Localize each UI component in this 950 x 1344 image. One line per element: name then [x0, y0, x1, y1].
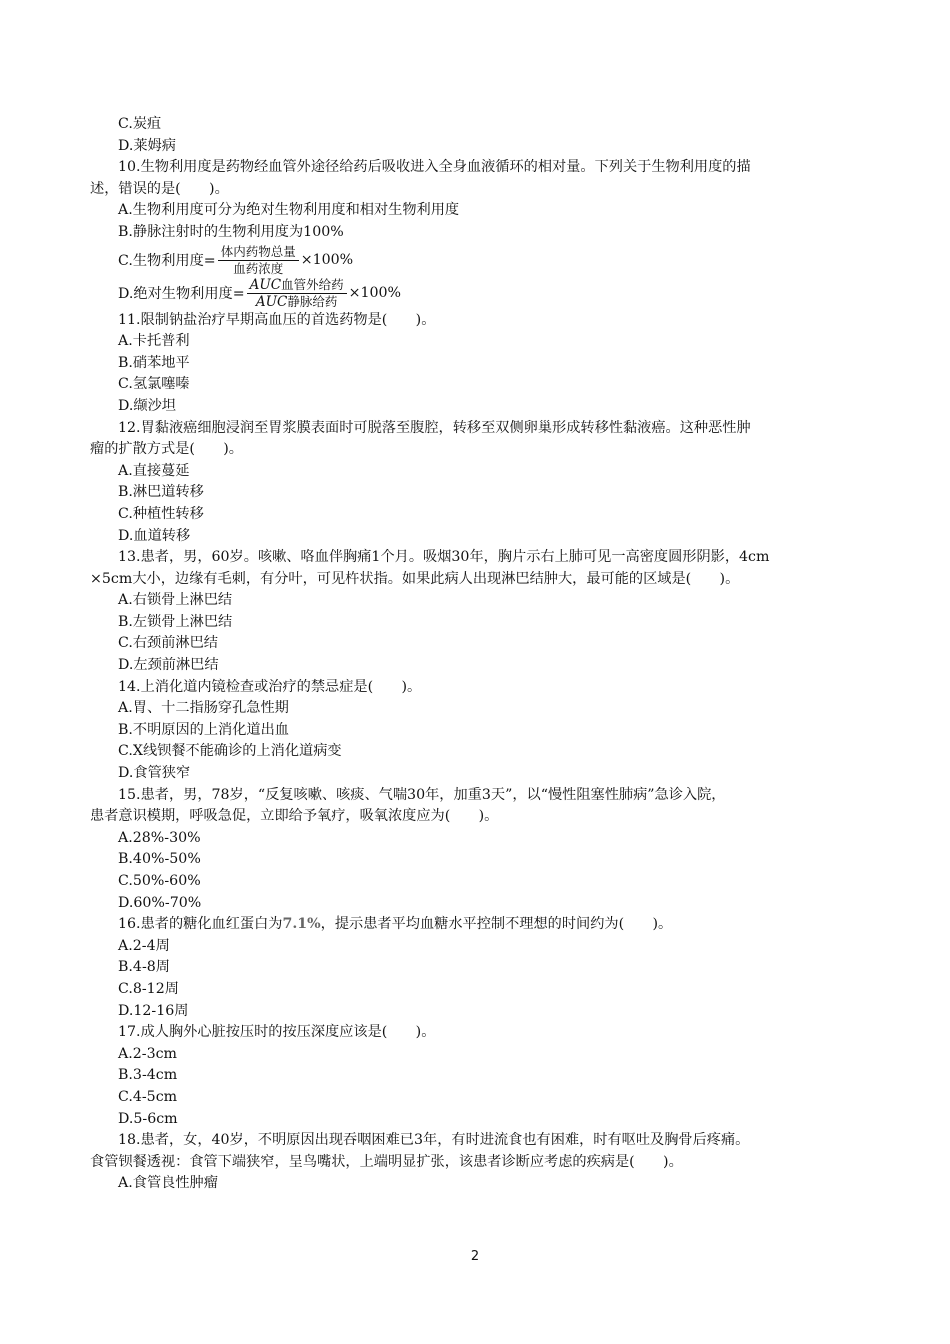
- q10-d-fraction: [247, 278, 347, 309]
- q17-option-d: D.5-6cm: [118, 1110, 178, 1127]
- q15-option-c: C.50%-60%: [118, 873, 201, 889]
- exam-content: [90, 114, 870, 1195]
- q11-option-c: C.氢氯噻嗪: [118, 376, 190, 393]
- q17-option-a: A.2-3cm: [118, 1045, 178, 1062]
- q11-stem: 11.限制钠盐治疗早期高血压的首选药物是( )。: [118, 311, 436, 328]
- q13-stem-line1: 13.患者，男，60岁。咳嗽、咯血伴胸痛1个月。吸烟30年，胸片示右上肺可见一高密度圆形阴影，4cm: [118, 549, 770, 566]
- q14-stem: 14.上消化道内镜检查或治疗的禁忌症是( )。: [118, 678, 422, 695]
- q14-option-c: C.X线钡餐不能确诊的上消化道病变: [118, 743, 342, 760]
- q10-d-prefix: D.绝对生物利用度=: [118, 286, 245, 303]
- q12-option-d: D.血道转移: [118, 527, 191, 544]
- q10-d-num-text: 血管外给药: [281, 276, 344, 292]
- q10-d-den-auc: AUC: [255, 293, 288, 310]
- q11-option-a: A.卡托普利: [118, 333, 190, 350]
- q10-d-num-auc: AUC: [249, 276, 282, 293]
- q18-stem-line1: 18.患者，女，40岁，不明原因出现吞咽困难已3年，有时进流食也有困难，时有呕吐及胸骨后疼痛。: [118, 1132, 750, 1149]
- q10-option-b: B.静脉注射时的生物利用度为100%: [118, 223, 344, 240]
- q14-option-b: B.不明原因的上消化道出血: [118, 721, 289, 738]
- q10-option-a: A.生物利用度可分为绝对生物利用度和相对生物利用度: [118, 202, 460, 219]
- q13-option-d: D.左颈前淋巴结: [118, 657, 219, 674]
- q15-stem-line1: 15.患者，男，78岁，“反复咳嗽、咳痰、气喘30年，加重3天”，以“慢性阻塞性肺病”急诊入院，: [118, 786, 726, 803]
- q18-option-a: A.食管良性肿瘤: [118, 1175, 218, 1192]
- q16-hba1c-value: 7.1%: [282, 916, 321, 933]
- q14-option-a: A.胃、十二指肠穿孔急性期: [118, 700, 289, 717]
- q16-suffix: ，提示患者平均血糖水平控制不理想的时间约为( )。: [320, 916, 673, 933]
- q14-option-d: D.食管狭窄: [118, 765, 191, 782]
- q16-prefix: 16.患者的糖化血红蛋白为: [118, 916, 283, 933]
- q10-option-c: [90, 244, 870, 277]
- q16-option-a: A.2-4周: [118, 937, 170, 954]
- q12-option-b: B.淋巴道转移: [118, 484, 204, 501]
- q10-c-numerator: 体内药物总量: [218, 245, 299, 261]
- q12-option-a: A.直接蔓延: [118, 462, 190, 479]
- q10-d-denominator: [253, 294, 340, 309]
- q10-d-numerator: [247, 278, 347, 294]
- q15-option-d: D.60%-70%: [118, 894, 202, 911]
- page-number: 2: [470, 1249, 480, 1264]
- q16-option-b: B.4-8周: [118, 959, 170, 976]
- q12-stem-line1: 12.胃黏液癌细胞浸润至胃浆膜表面时可脱落至腹腔，转移至双侧卵巢形成转移性黏液癌。这种恶性肿: [118, 419, 751, 436]
- q10-c-denominator: 血药浓度: [233, 260, 284, 276]
- q10-stem-line2: 述，错误的是( )。: [90, 180, 229, 197]
- q10-d-den-text: 静脉给药: [287, 293, 338, 309]
- q17-option-c: C.4-5cm: [118, 1088, 178, 1105]
- q15-option-a: A.28%-30%: [118, 829, 201, 846]
- q15-option-b: B.40%-50%: [118, 851, 201, 868]
- q16-stem: [90, 914, 870, 936]
- q13-option-c: C.右颈前淋巴结: [118, 635, 218, 652]
- q10-c-fraction: [218, 245, 299, 276]
- q10-c-suffix: ×100%: [300, 252, 354, 269]
- q12-stem-line2: 瘤的扩散方式是( )。: [90, 441, 243, 458]
- q17-stem: 17.成人胸外心脏按压时的按压深度应该是( )。: [118, 1024, 436, 1041]
- q11-option-b: B.硝苯地平: [118, 354, 190, 371]
- q10-option-d: [90, 277, 870, 310]
- q9-option-d: D.莱姆病: [118, 137, 176, 154]
- q12-option-c: C.种植性转移: [118, 505, 204, 522]
- q11-option-d: D.缬沙坦: [118, 397, 176, 414]
- q16-option-d: D.12-16周: [118, 1002, 189, 1019]
- q16-option-c: C.8-12周: [118, 980, 179, 997]
- q10-d-suffix: ×100%: [348, 285, 402, 302]
- q15-stem-line2: 患者意识模期，呼吸急促，立即给予氧疗，吸氧浓度应为( )。: [90, 808, 499, 825]
- q18-stem-line2: 食管钡餐透视：食管下端狭窄，呈鸟嘴状，上端明显扩张，该患者诊断应考虑的疾病是( )。: [90, 1153, 683, 1170]
- q17-option-b: B.3-4cm: [118, 1067, 178, 1084]
- q13-stem-line2: ×5cm大小，边缘有毛刺，有分叶，可见杵状指。如果此病人出现淋巴结肿大，最可能的区域是( )。: [90, 570, 740, 587]
- q13-option-a: A.右锁骨上淋巴结: [118, 592, 233, 609]
- q10-stem-line1: 10.生物利用度是药物经血管外途径给药后吸收进入全身血液循环的相对量。下列关于生物利用度的描: [118, 159, 751, 176]
- q10-c-prefix: C.生物利用度=: [118, 253, 216, 270]
- q9-option-c: C.炭疽: [118, 116, 162, 132]
- q13-option-b: B.左锁骨上淋巴结: [118, 613, 233, 630]
